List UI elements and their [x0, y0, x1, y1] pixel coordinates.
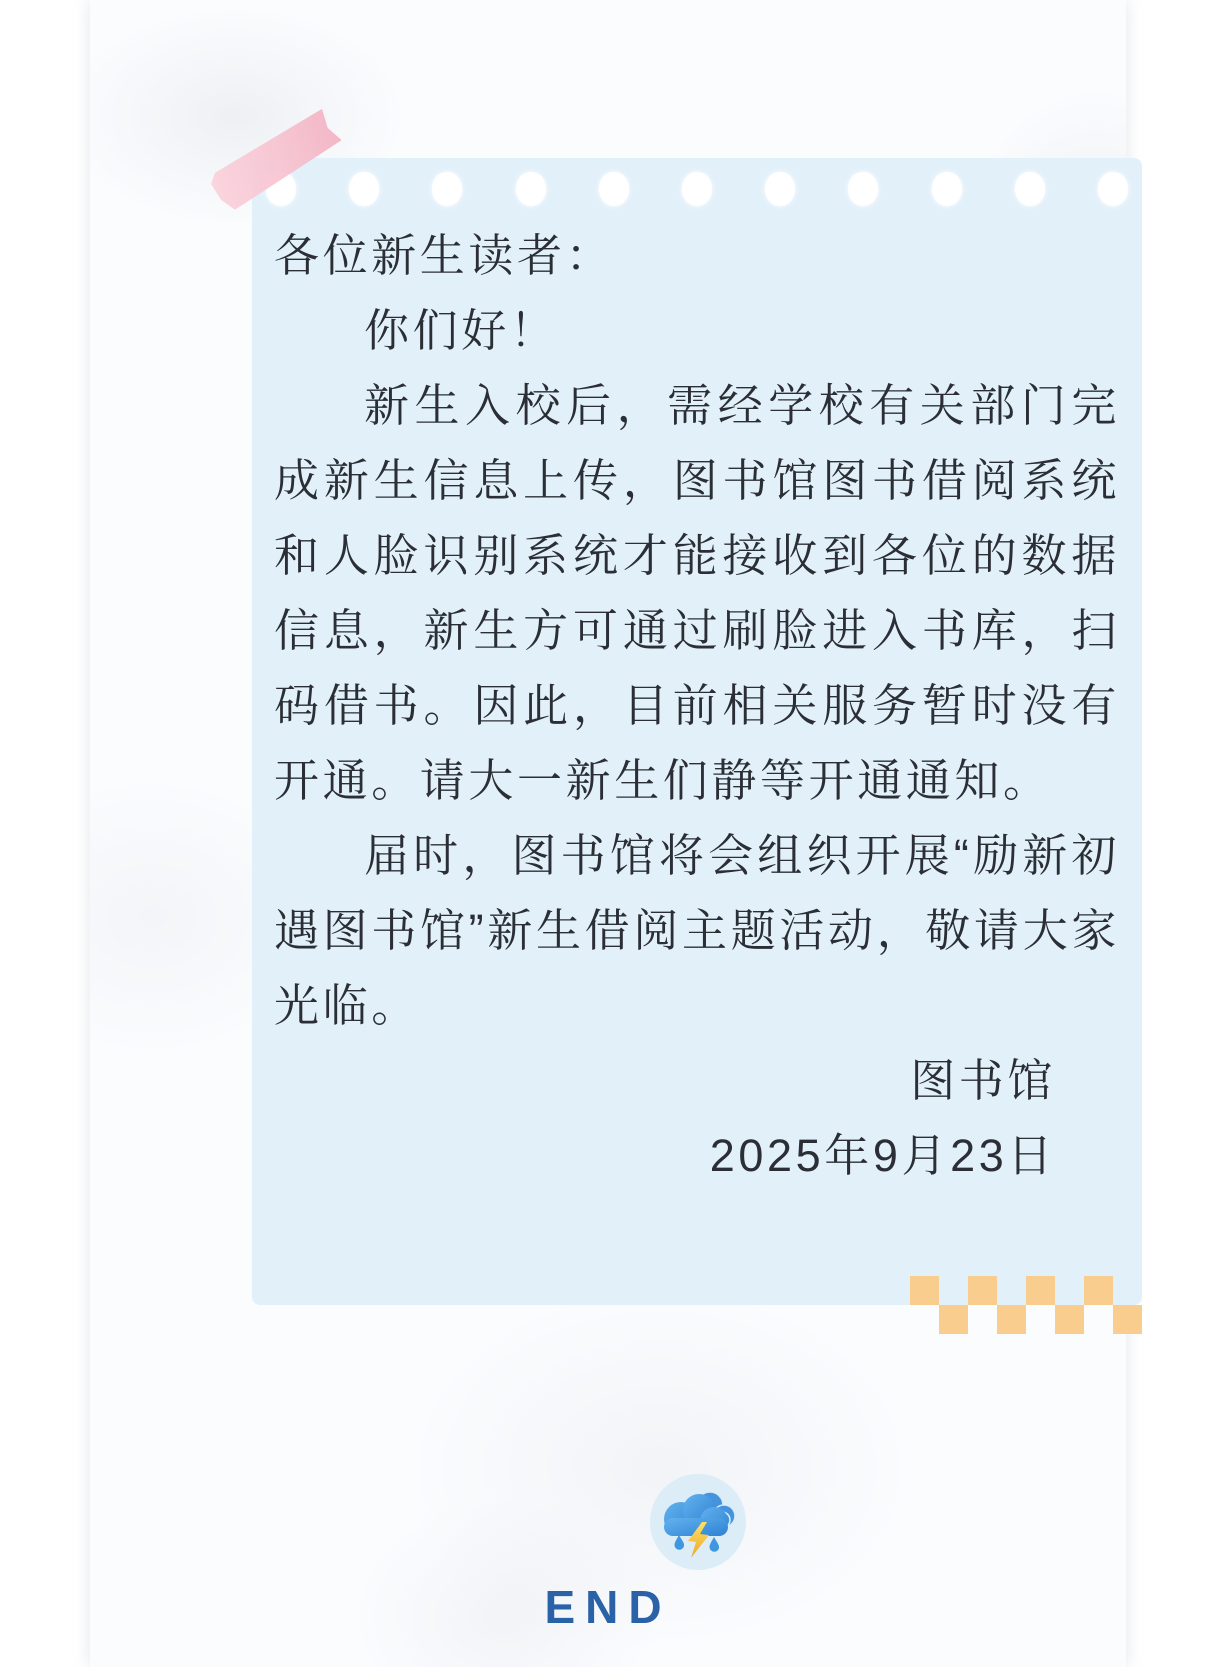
signature: 图书馆	[910, 1055, 1056, 1106]
checker-cell	[1113, 1305, 1142, 1334]
salutation: 各位新生读者：	[274, 230, 615, 281]
checker-cell	[968, 1305, 997, 1334]
checker-cell	[1084, 1305, 1113, 1334]
paper-background	[90, 0, 1126, 1667]
signature-block	[274, 1043, 1120, 1193]
checker-cell	[910, 1305, 939, 1334]
notice-card	[252, 158, 1142, 1305]
checker-cell	[1055, 1276, 1084, 1305]
checker-cell	[1084, 1276, 1113, 1305]
checker-cell	[1113, 1276, 1142, 1305]
notice-body	[252, 158, 1142, 1193]
checker-cell	[939, 1305, 968, 1334]
storm-cloud-icon	[648, 1472, 748, 1572]
checker-cell	[968, 1276, 997, 1305]
checker-cell	[939, 1276, 968, 1305]
checker-cell	[1055, 1305, 1084, 1334]
checkerboard-decoration	[910, 1276, 1142, 1334]
notice-paragraph-2: 届时，图书馆将会组织开展“励新初遇图书馆”新生借阅主题活动，敬请大家光临。	[274, 830, 1120, 1031]
checker-cell	[910, 1276, 939, 1305]
checker-cell	[997, 1276, 1026, 1305]
checker-cell	[997, 1305, 1026, 1334]
notice-date: 2025年9月23日	[709, 1130, 1056, 1181]
notice-paragraph-1: 新生入校后，需经学校有关部门完成新生信息上传，图书馆图书借阅系统和人脸识别系统才能接收到各位的数据信息，新生方可通过刷脸进入书库，扫码借书。因此，目前相关服务暂时没有开通。请大一新生们静等开通通知。	[274, 380, 1120, 806]
greeting: 你们好！	[364, 305, 559, 356]
checker-cell	[1026, 1305, 1055, 1334]
end-label: END	[544, 1581, 672, 1633]
checker-cell	[1026, 1276, 1055, 1305]
